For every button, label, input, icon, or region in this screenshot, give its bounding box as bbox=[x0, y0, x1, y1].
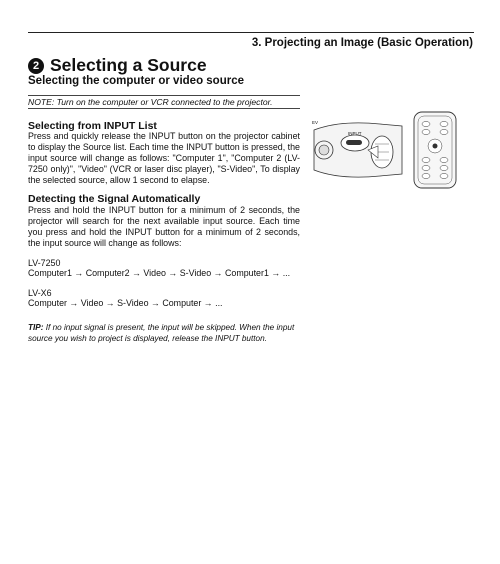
section-subtitle: Selecting the computer or video source bbox=[28, 75, 244, 87]
sequence-lvx6: Computer → Video → S-Video → Computer → ... bbox=[28, 298, 223, 308]
sequence-lv7250: Computer1 → Computer2 → Video → S-Video → Computer1 → ... bbox=[28, 268, 291, 278]
sequence-model-lvx6: LV-X6 bbox=[28, 288, 52, 298]
auto-detect-paragraph bbox=[28, 205, 300, 249]
tip-paragraph bbox=[28, 322, 300, 344]
auto-detect-heading: Detecting the Signal Automatically bbox=[28, 193, 201, 205]
note-text: NOTE: Turn on the computer or VCR connected to the projector. bbox=[28, 97, 273, 107]
partial-label: EV bbox=[312, 120, 319, 125]
section-number-badge: 2 bbox=[28, 58, 44, 74]
section-title: Selecting a Source bbox=[50, 55, 207, 75]
tip-label: TIP: bbox=[28, 323, 44, 332]
remote-control-drawing bbox=[414, 112, 456, 188]
section-heading bbox=[28, 55, 207, 76]
chapter-title: 3. Projecting an Image (Basic Operation) bbox=[251, 37, 473, 49]
input-list-paragraph bbox=[28, 131, 300, 186]
input-list-heading: Selecting from INPUT List bbox=[28, 120, 157, 132]
input-button-label: INPUT bbox=[348, 131, 362, 136]
tip-text: If no input signal is present, the input will be skipped. When the input source you wish to project is displayed, release the INPUT button. bbox=[28, 323, 295, 343]
projector-panel-drawing bbox=[312, 120, 402, 177]
header-rule bbox=[28, 32, 474, 33]
input-button-icon bbox=[346, 140, 362, 145]
projector-and-remote-illustration bbox=[310, 110, 460, 190]
auto-detect-body: Press and hold the INPUT button for a minimum of 2 seconds, the projector will search for the next available input source. Each time you press and hold the INPUT button for a minimum of 2 seconds, the input source will change as follows: bbox=[28, 205, 300, 248]
sequence-model-lv7250: LV-7250 bbox=[28, 258, 61, 268]
input-list-body: Press and quickly release the INPUT button on the projector cabinet to display the Source list. Each time the INPUT button is pressed, the input source will change as follows: "Computer 1", "Computer 2 (LV-7250 only)", "Video" (VCR or laser disc player), "S-Video", To display the selected source, allow 1 second to elapse. bbox=[28, 131, 300, 185]
